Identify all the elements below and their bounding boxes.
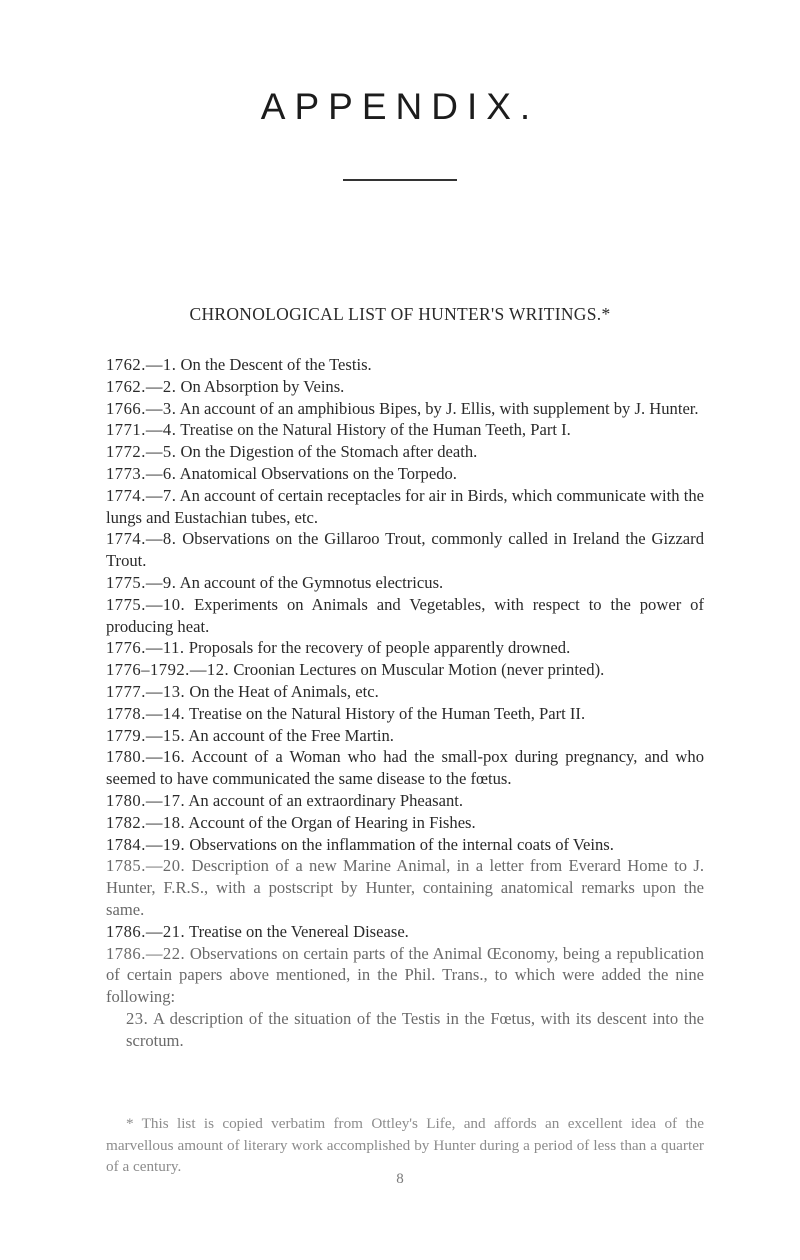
entry-text: Anatomical Observations on the Torpedo.	[179, 463, 457, 483]
entry-text: Treatise on the Venereal Disease.	[189, 921, 409, 941]
entry-year: 1775.—9.	[106, 572, 177, 592]
list-entry	[106, 485, 704, 529]
list-entry	[106, 943, 704, 1008]
sub-list-entry	[106, 1008, 704, 1052]
entry-year: 1774.—7.	[106, 485, 177, 505]
entry-year: 1784.—19.	[106, 834, 186, 854]
list-entry	[106, 703, 704, 725]
entry-text: Description of a new Marine Animal, in a letter from Everard Home to J. Hunter, F.R.S., with a postscript by Hunter, containing anatomical remarks upon the same.	[106, 856, 704, 919]
list-entry	[106, 594, 704, 638]
list-entry	[106, 812, 704, 834]
list-entry	[106, 398, 704, 420]
list-entry	[106, 528, 704, 572]
entry-text: An account of certain receptacles for air in Birds, which communicate with the lungs and Eustachian tubes, etc.	[106, 485, 705, 527]
entry-text: An account of an extraordinary Pheasant.	[188, 790, 464, 810]
entry-year: 1782.—18.	[106, 812, 186, 832]
entry-text: Treatise on the Natural History of the Human Teeth, Part II.	[189, 703, 586, 723]
list-entry	[106, 419, 704, 441]
entry-year: 1776.—11.	[106, 638, 185, 658]
list-entry	[106, 376, 704, 398]
list-entry	[106, 637, 704, 659]
entry-text: An account of the Gymnotus electricus.	[179, 572, 444, 592]
entry-year: 1780.—16.	[106, 747, 186, 767]
page-number: 8	[396, 1171, 404, 1187]
list-entry	[106, 746, 704, 790]
list-entry	[106, 834, 704, 856]
entry-text: Observations on the Gillaroo Trout, commonly called in Ireland the Gizzard Trout.	[106, 529, 704, 571]
entry-text: Account of the Organ of Hearing in Fishes.	[188, 812, 476, 832]
entry-text: Experiments on Animals and Vegetables, with respect to the power of producing heat.	[106, 594, 704, 636]
writings-list	[106, 354, 704, 1052]
entry-year: 1766.—3.	[106, 398, 177, 418]
list-entry	[106, 354, 704, 376]
list-entry	[106, 921, 704, 943]
entry-text: On the Heat of Animals, etc.	[189, 681, 379, 701]
entry-year: 1762.—1.	[106, 355, 177, 374]
list-entry	[106, 725, 704, 747]
list-entry	[106, 441, 704, 463]
list-entry	[106, 572, 704, 594]
entry-text: On the Descent of the Testis.	[180, 355, 372, 374]
entry-text: On the Digestion of the Stomach after death.	[180, 442, 478, 462]
entry-year: 1780.—17.	[106, 790, 186, 810]
entry-text: An account of the Free Martin.	[188, 725, 394, 745]
entry-text: Account of a Woman who had the small-pox during pregnancy, and who seemed to have communicated the same disease to the fœtus.	[106, 747, 704, 789]
list-entry	[106, 463, 704, 485]
entry-text: Croonian Lectures on Muscular Motion (never printed).	[233, 660, 605, 680]
appendix-heading: APPENDIX.	[260, 86, 540, 127]
entry-text: Observations on certain parts of the Animal Œconomy, being a republication of certain papers above mentioned, in the Phil. Trans., to which were added the nine following:	[106, 943, 704, 1007]
entry-year: 1786.—22.	[106, 943, 186, 963]
entry-year: 1772.—5.	[106, 442, 177, 462]
list-subtitle: CHRONOLOGICAL LIST OF HUNTER'S WRITINGS.*	[189, 304, 611, 324]
entry-text: Treatise on the Natural History of the Human Teeth, Part I.	[180, 420, 571, 440]
entry-year: 1777.—13.	[106, 681, 186, 701]
entry-text: An account of an amphibious Bipes, by J. Ellis, with supplement by J. Hunter.	[179, 398, 699, 418]
entry-year: 1785.—20.	[106, 856, 186, 876]
entry-text: A description of the situation of the Testis in the Fœtus, with its descent into the scrotum.	[126, 1008, 705, 1050]
list-entry	[106, 681, 704, 703]
list-entry	[106, 855, 704, 920]
entry-year: 1786.—21.	[106, 921, 186, 941]
entry-year: 1775.—10.	[106, 594, 186, 614]
entry-year: 1778.—14.	[106, 703, 186, 723]
entry-year: 1771.—4.	[106, 420, 177, 440]
entry-year: 1774.—8.	[106, 529, 177, 549]
list-entry	[106, 790, 704, 812]
footnote: * This list is copied verbatim from Ottley's Life, and affords an excellent idea of the marvellous amount of literary work accomplished by Hunter during a period of less than a quarter of a century.	[106, 1115, 704, 1176]
entry-text: Proposals for the recovery of people apparently drowned.	[188, 638, 571, 658]
heading-rule	[343, 179, 457, 181]
list-entry	[106, 659, 704, 681]
entry-year: 1779.—15.	[106, 725, 186, 745]
entry-text: Observations on the inflammation of the internal coats of Veins.	[189, 834, 614, 854]
entry-number: 23.	[126, 1008, 149, 1028]
entry-year: 1776–1792.—12.	[106, 660, 230, 680]
entry-text: On Absorption by Veins.	[180, 376, 345, 396]
entry-year: 1773.—6.	[106, 463, 177, 483]
entry-year: 1762.—2.	[106, 376, 177, 396]
